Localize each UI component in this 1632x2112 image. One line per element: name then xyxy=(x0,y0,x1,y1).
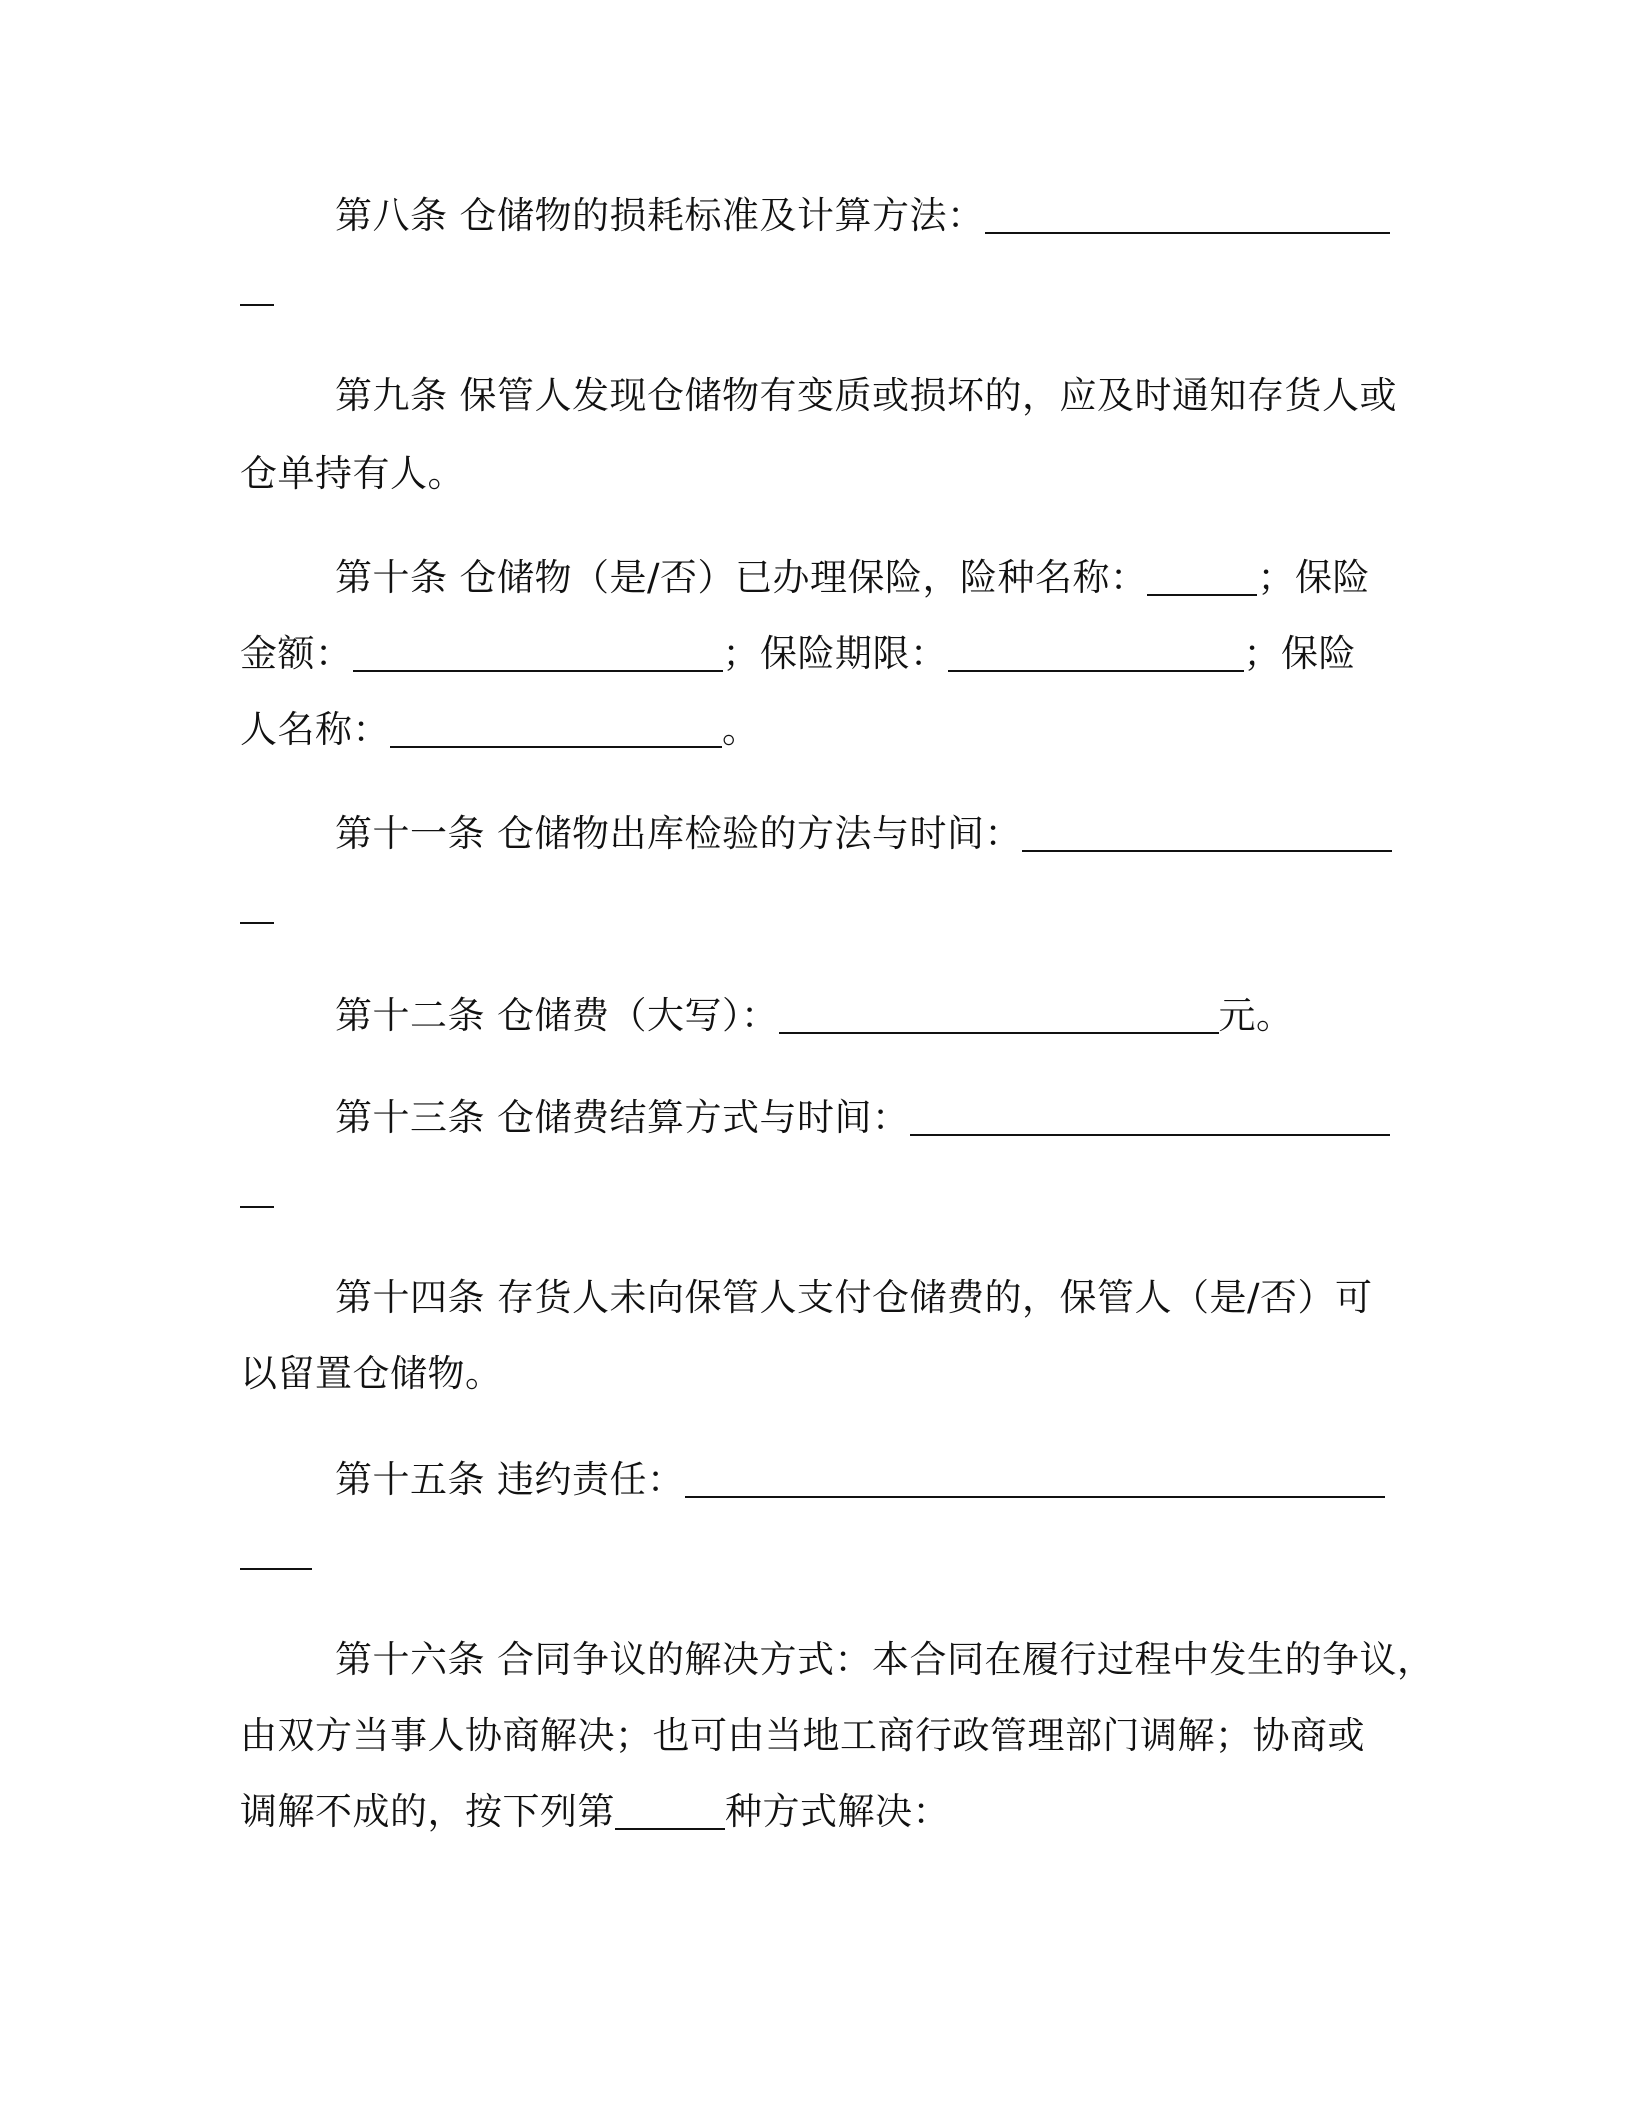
article-8-blank[interactable] xyxy=(985,192,1390,234)
article-8-label: 第八条 xyxy=(335,194,448,237)
insurance-period-blank[interactable] xyxy=(948,630,1244,672)
article-12-line-1 xyxy=(240,990,1380,1042)
article-10-amount-label: 金额： xyxy=(240,632,353,675)
article-13-label: 第十三条 xyxy=(335,1096,485,1139)
article-8-line-1 xyxy=(240,190,1380,242)
insurance-amount-blank[interactable] xyxy=(353,630,723,672)
article-8-blank-cont[interactable] xyxy=(240,264,274,306)
storage-fee-blank[interactable] xyxy=(779,992,1219,1034)
article-16-text-3-start: 调解不成的，按下列第 xyxy=(240,1790,615,1833)
article-9-text-1: 保管人发现仓储物有变质或损坏的，应及时通知存货人或 xyxy=(459,374,1397,417)
article-14-text-1: 存货人未向保管人支付仓储费的，保管人（是/否）可 xyxy=(497,1276,1373,1319)
article-9-text-2: 仓单持有人。 xyxy=(240,452,465,495)
article-16-text-2: 由双方当事人协商解决；也可由当地工商行政管理部门调解；协商或 xyxy=(240,1714,1365,1757)
breach-liability-blank[interactable] xyxy=(685,1456,1385,1498)
article-12-label: 第十二条 xyxy=(335,994,485,1037)
article-10-line-1 xyxy=(240,552,1380,604)
article-16-line-3 xyxy=(240,1786,1380,1838)
article-15-text: 违约责任： xyxy=(497,1458,685,1501)
insurer-name-blank[interactable] xyxy=(390,706,722,748)
article-10-line-2 xyxy=(240,628,1380,680)
article-9-line-2 xyxy=(240,448,1380,500)
article-14-line-1 xyxy=(240,1272,1380,1324)
article-9-line-1 xyxy=(240,370,1397,422)
article-16-text-3-end: 种方式解决： xyxy=(725,1790,950,1833)
article-10-text-2-end: ；保险 xyxy=(1243,632,1356,675)
article-13-blank-cont[interactable] xyxy=(240,1166,274,1208)
article-8-text: 仓储物的损耗标准及计算方法： xyxy=(459,194,985,237)
article-10-line-3 xyxy=(240,704,1380,756)
article-13-line-2 xyxy=(240,1164,1380,1216)
article-10-text-1: 仓储物（是/否）已办理保险，险种名称： xyxy=(459,556,1148,599)
article-12-text: 仓储费（大写）： xyxy=(497,994,779,1037)
breach-liability-blank-cont[interactable] xyxy=(240,1528,312,1570)
article-11-blank[interactable] xyxy=(1022,810,1392,852)
article-13-line-1 xyxy=(240,1092,1380,1144)
article-16-text-1: 合同争议的解决方式：本合同在履行过程中发生的争议， xyxy=(497,1638,1435,1681)
article-11-blank-cont[interactable] xyxy=(240,882,274,924)
article-16-line-2 xyxy=(240,1710,1380,1762)
article-16-label: 第十六条 xyxy=(335,1638,485,1681)
article-15-line-2 xyxy=(240,1526,1380,1578)
dispute-method-blank[interactable] xyxy=(615,1788,725,1830)
article-13-blank[interactable] xyxy=(910,1094,1390,1136)
insurance-type-blank[interactable] xyxy=(1147,554,1257,596)
article-10-period-label: ；保险期限： xyxy=(722,632,948,675)
article-10-text-3-end: 。 xyxy=(722,708,760,751)
article-11-line-2 xyxy=(240,880,1380,932)
article-14-line-2 xyxy=(240,1348,1380,1400)
article-9-label: 第九条 xyxy=(335,374,448,417)
article-10-text-1-end: ；保险 xyxy=(1257,556,1370,599)
article-14-text-2: 以留置仓储物。 xyxy=(240,1352,503,1395)
article-10-label: 第十条 xyxy=(335,556,448,599)
article-15-line-1 xyxy=(240,1454,1380,1506)
article-14-label: 第十四条 xyxy=(335,1276,485,1319)
article-16-line-1 xyxy=(240,1634,1435,1686)
article-12-end: 元。 xyxy=(1218,994,1294,1037)
article-15-label: 第十五条 xyxy=(335,1458,485,1501)
article-11-label: 第十一条 xyxy=(335,812,485,855)
article-10-insurer-label: 人名称： xyxy=(240,708,390,751)
article-13-text: 仓储费结算方式与时间： xyxy=(497,1096,910,1139)
article-11-text: 仓储物出库检验的方法与时间： xyxy=(497,812,1022,855)
article-8-line-2 xyxy=(240,262,1380,314)
article-11-line-1 xyxy=(240,808,1380,860)
